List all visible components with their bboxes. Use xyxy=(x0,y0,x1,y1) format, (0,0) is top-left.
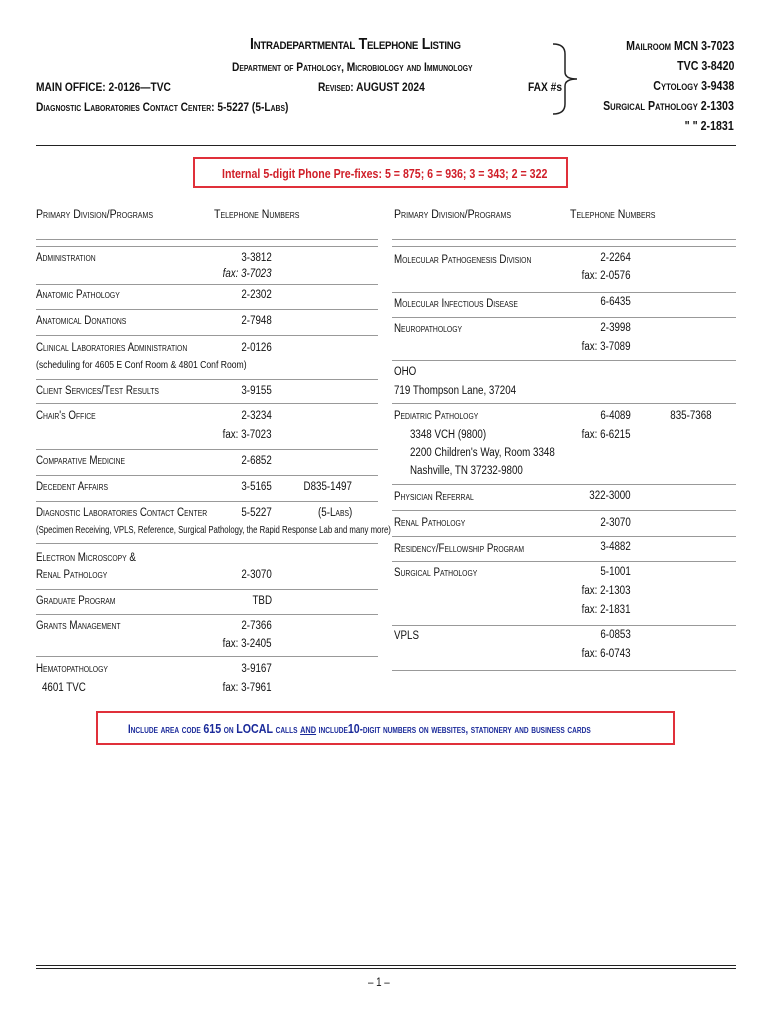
right-header-rule xyxy=(392,239,736,240)
pediatric-pathology-addr2: 2200 Children's Way, Room 3348 xyxy=(410,447,555,459)
hematopathology-name: Hematopathology xyxy=(36,663,108,675)
anatomic-pathology-phone: 2-2302 xyxy=(241,289,272,301)
oho-address: 719 Thompson Lane, 37204 xyxy=(394,385,517,397)
anatomic-pathology-name: Anatomic Pathology xyxy=(36,289,120,301)
chairs-office-name: Chair's Office xyxy=(36,410,96,422)
row-rule xyxy=(36,589,378,590)
diag-labs-note: (Specimen Receiving, VPLS, Reference, Surgical Pathology, the Rapid Response Lab and many more) xyxy=(36,524,391,536)
row-rule xyxy=(36,614,378,615)
administration-fax: fax: 3-7023 xyxy=(223,268,272,280)
row-rule xyxy=(36,246,378,247)
neuropathology-fax: fax: 3-7089 xyxy=(582,341,631,353)
row-rule xyxy=(36,309,378,310)
left-division-header: Primary Division/Programs xyxy=(36,207,154,221)
pediatric-pathology-phone: 6-4089 xyxy=(600,410,631,422)
comparative-medicine-name: Comparative Medicine xyxy=(36,455,126,467)
diag-labs-name: Diagnostic Laboratories Contact Center xyxy=(36,507,208,519)
row-rule xyxy=(392,292,736,293)
pediatric-pathology-addr1: 3348 VCH (9800) xyxy=(410,429,487,441)
page-title: Intradepartmental Telephone Listing xyxy=(250,36,461,53)
row-rule xyxy=(392,403,736,404)
residency-phone: 3-4882 xyxy=(600,541,631,553)
molecular-pathogenesis-fax: fax: 2-0576 xyxy=(582,270,631,282)
clinical-labs-phone: 2-0126 xyxy=(241,342,272,354)
right-division-header: Primary Division/Programs xyxy=(394,207,512,221)
main-office: MAIN OFFICE: 2-0126—TVC xyxy=(36,80,171,94)
hematopathology-fax: fax: 3-7961 xyxy=(223,682,272,694)
renal-pathology-name: Renal Pathology xyxy=(36,569,108,581)
residency-name: Residency/Fellowship Program xyxy=(394,543,525,555)
comparative-medicine-phone: 2-6852 xyxy=(241,455,272,467)
molecular-pathogenesis-phone: 2-2264 xyxy=(600,252,631,264)
fax-surgical-pathology: Surgical Pathology 2-1303 xyxy=(603,99,734,113)
diag-labs-phone: 5-5227 xyxy=(241,507,272,519)
page-number: – 1 – xyxy=(368,977,390,989)
fax-surgical-pathology-2: " " 2-1831 xyxy=(684,119,734,133)
graduate-program-phone: TBD xyxy=(252,595,272,607)
electron-microscopy-name: Electron Microscopy & xyxy=(36,552,136,564)
fax-cytology: Cytology 3-9438 xyxy=(653,79,734,93)
administration-name: Administration xyxy=(36,252,96,264)
vpls-fax: fax: 6-0743 xyxy=(582,648,631,660)
molecular-infectious-phone: 6-6435 xyxy=(600,296,631,308)
decedent-affairs-phone: 3-5165 xyxy=(241,481,272,493)
clinical-labs-name: Clinical Laboratories Administration xyxy=(36,342,188,354)
diagnostic-contact-center: Diagnostic Laboratories Contact Center: 5-5227 (5-Labs) xyxy=(36,100,289,114)
anatomical-donations-phone: 2-7948 xyxy=(241,315,272,327)
client-services-phone: 3-9155 xyxy=(241,385,272,397)
row-rule xyxy=(392,625,736,626)
row-rule xyxy=(36,449,378,450)
neuropathology-phone: 2-3998 xyxy=(600,322,631,334)
grants-management-phone: 2-7366 xyxy=(241,620,272,632)
hematopathology-phone: 3-9167 xyxy=(241,663,272,675)
surgical-pathology-phone: 5-1001 xyxy=(600,566,631,578)
footer-rule xyxy=(36,965,736,966)
revised-date: Revised: AUGUST 2024 xyxy=(318,80,425,94)
prefix-note: Internal 5-digit Phone Pre-fixes: 5 = 875; 6 = 936; 3 = 343; 2 = 322 xyxy=(222,167,548,181)
row-rule xyxy=(36,335,378,336)
row-rule xyxy=(392,246,736,247)
left-header-rule xyxy=(36,239,378,240)
molecular-pathogenesis-name: Molecular Pathogenesis Division xyxy=(394,254,532,266)
vpls-phone: 6-0853 xyxy=(600,629,631,641)
department-name: Department of Pathology, Microbiology and Immunology xyxy=(232,60,473,74)
client-services-name: Client Services/Test Results xyxy=(36,385,159,397)
row-rule xyxy=(392,561,736,562)
row-rule xyxy=(36,284,378,285)
surgical-pathology-fax2: fax: 2-1831 xyxy=(582,604,631,616)
row-rule xyxy=(392,360,736,361)
pediatric-pathology-fax: fax: 6-6215 xyxy=(582,429,631,441)
surgical-pathology-name: Surgical Pathology xyxy=(394,567,478,579)
row-rule xyxy=(392,510,736,511)
renal-pathology-right-name: Renal Pathology xyxy=(394,517,466,529)
brace-icon xyxy=(551,42,581,116)
header-divider xyxy=(36,145,736,146)
renal-pathology-right-phone: 2-3070 xyxy=(600,517,631,529)
row-rule xyxy=(392,317,736,318)
fax-tvc: TVC 3-8420 xyxy=(676,59,734,73)
vpls-name: VPLS xyxy=(394,630,420,642)
chairs-office-phone: 2-3234 xyxy=(241,410,272,422)
row-rule xyxy=(36,475,378,476)
decedent-affairs-extra: D835-1497 xyxy=(303,481,352,493)
row-rule xyxy=(36,501,378,502)
left-numbers-header: Telephone Numbers xyxy=(214,207,300,221)
pediatric-pathology-extra: 835-7368 xyxy=(670,410,712,422)
physician-referral-phone: 322-3000 xyxy=(589,490,631,502)
row-rule xyxy=(36,543,378,544)
row-rule xyxy=(36,403,378,404)
grants-management-fax: fax: 3-2405 xyxy=(223,638,272,650)
right-numbers-header: Telephone Numbers xyxy=(570,207,656,221)
footer-rule-2 xyxy=(36,968,736,969)
anatomical-donations-name: Anatomical Donations xyxy=(36,315,127,327)
row-rule xyxy=(392,484,736,485)
graduate-program-name: Graduate Program xyxy=(36,595,116,607)
row-rule xyxy=(392,670,736,671)
clinical-labs-note: (scheduling for 4605 E Conf Room & 4801 Conf Room) xyxy=(36,359,247,371)
molecular-infectious-name: Molecular Infectious Disease xyxy=(394,298,518,310)
administration-phone: 3-3812 xyxy=(241,252,272,264)
diag-labs-extra: (5-Labs) xyxy=(317,507,352,519)
surgical-pathology-fax1: fax: 2-1303 xyxy=(582,585,631,597)
grants-management-name: Grants Management xyxy=(36,620,121,632)
row-rule xyxy=(36,656,378,657)
pediatric-pathology-addr3: Nashville, TN 37232-9800 xyxy=(410,465,523,477)
pediatric-pathology-name: Pediatric Pathology xyxy=(394,410,479,422)
hematopathology-location: 4601 TVC xyxy=(42,682,86,694)
area-code-note: Include area code 615 on LOCAL calls and include10-digit numbers on websites, stationery and business cards xyxy=(128,721,591,736)
neuropathology-name: Neuropathology xyxy=(394,323,463,335)
oho-name: OHO xyxy=(394,366,417,378)
row-rule xyxy=(392,536,736,537)
row-rule xyxy=(36,379,378,380)
decedent-affairs-name: Decedent Affairs xyxy=(36,481,109,493)
physician-referral-name: Physician Referral xyxy=(394,491,474,503)
fax-mailroom: Mailroom MCN 3-7023 xyxy=(625,39,734,53)
chairs-office-fax: fax: 3-7023 xyxy=(223,429,272,441)
electron-microscopy-phone: 2-3070 xyxy=(241,569,272,581)
fax-label: FAX #s xyxy=(528,80,563,94)
